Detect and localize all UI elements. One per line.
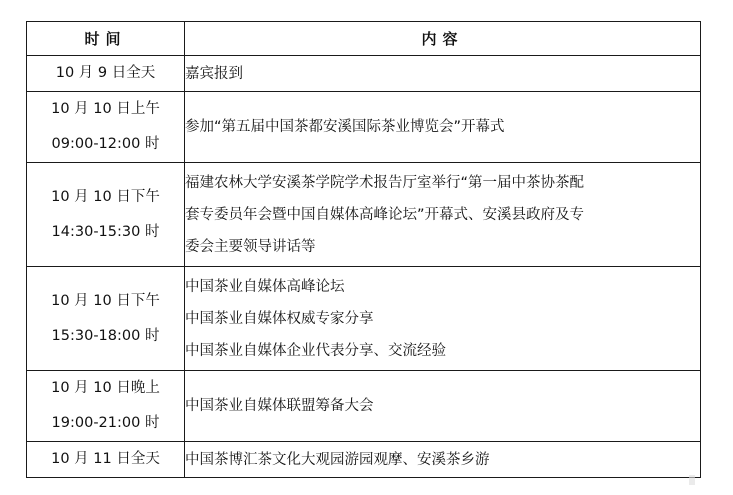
content-cell	[185, 371, 701, 442]
time-cell	[27, 442, 185, 478]
content-text: 套专委员年会暨中国自媒体高峰论坛”开幕式、安溪县政府及专	[185, 206, 585, 223]
content-text: 中国茶博汇茶文化大观园游园观摩、安溪茶乡游	[185, 451, 490, 468]
content-text: 嘉宾报到	[185, 65, 243, 82]
header-row	[27, 22, 701, 56]
table-row	[27, 92, 701, 163]
content-text: 中国茶业自媒体权威专家分享	[185, 310, 374, 327]
watermark-mark	[689, 475, 695, 485]
table-row	[27, 371, 701, 442]
time-cell	[27, 267, 185, 371]
header-time: 时间	[27, 22, 185, 56]
time-cell	[27, 92, 185, 163]
table-row	[27, 56, 701, 92]
content-text: 中国茶业自媒体高峰论坛	[185, 278, 345, 295]
time-cell	[27, 371, 185, 442]
content-cell	[185, 442, 701, 478]
content-text: 福建农林大学安溪茶学院学术报告厅室举行“第一届中茶协茶配	[185, 174, 585, 191]
content-text: 中国茶业自媒体联盟筹备大会	[185, 398, 374, 414]
content-cell	[185, 163, 701, 267]
time-text: 10 月 9 日全天	[55, 65, 156, 81]
table-row	[27, 163, 701, 267]
header-content: 内容	[185, 22, 701, 56]
table-row	[27, 442, 701, 478]
time-text: 10 月 10 日上午	[51, 101, 160, 117]
time-cell	[27, 163, 185, 267]
time-range-text: 19:00-21:00 时	[51, 415, 160, 431]
time-text: 10 月 10 日晚上	[51, 380, 160, 396]
content-text: 中国茶业自媒体企业代表分享、交流经验	[185, 342, 446, 359]
content-cell	[185, 56, 701, 92]
schedule-table	[26, 21, 701, 478]
time-text: 10 月 10 日下午	[51, 188, 160, 205]
time-range-text: 14:30-15:30 时	[51, 223, 160, 240]
time-range-text: 09:00-12:00 时	[51, 136, 160, 152]
table-row	[27, 267, 701, 371]
time-range-text: 15:30-18:00 时	[51, 327, 160, 344]
content-cell	[185, 267, 701, 371]
content-text: 委会主要领导讲话等	[185, 238, 316, 255]
time-text: 10 月 11 日全天	[51, 451, 160, 467]
time-text: 10 月 10 日下午	[51, 292, 160, 309]
content-cell	[185, 92, 701, 163]
content-text: 参加“第五届中国茶都安溪国际茶业博览会”开幕式	[185, 119, 505, 135]
time-cell	[27, 56, 185, 92]
